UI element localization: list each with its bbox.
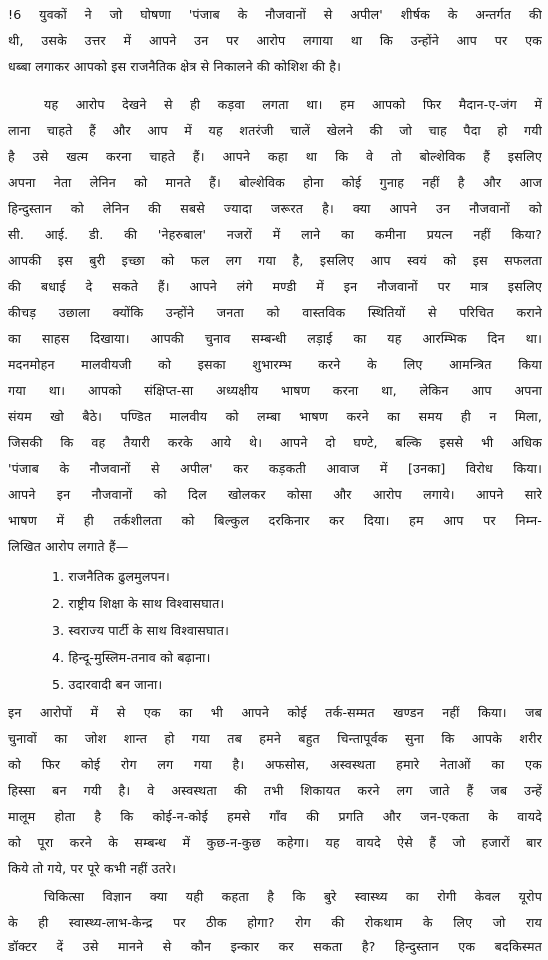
text-line: अपना नेता लेनिन को मानते हैं। बोल्शेविक होना कोई गुनाह नहीं है और आज	[8, 175, 542, 190]
text-line: डॉक्टर दें उसे मानने से कौन इन्कार कर सकता है? हिन्दुस्तान एक बदकिस्मत	[8, 939, 542, 954]
text-line: का साहस दिखाया। आपकी चुनाव सम्बन्धी लड़ाई का यह आरम्भिक दिन था।	[8, 331, 542, 346]
paragraph-start-line: चिकित्सा विज्ञान क्या यही कहता है कि बुरे स्वास्थ्य का रोगी केवल यूरोप	[44, 889, 542, 904]
text-line: मदनमोहन मालवीयजी को इसका शुभारम्भ करने के लिए आमन्त्रित किया	[8, 357, 542, 372]
text-line: को पूरा करने के सम्बन्ध में कुछ-न-कुछ कहेगा। यह वायदे ऐसे हैं जो हजारों बार	[8, 835, 542, 850]
text-line: थी, उसके उत्तर में आपने उन पर आरोप लगाया था कि उन्होंने आप पर एक	[8, 33, 542, 48]
text-line: कीचड़ उछाला क्योंकि उन्होंने जनता को वास्तविक स्थितियों से परिचित कराने	[8, 305, 542, 320]
text-line: मालूम होता है कि कोई-न-कोई हमसे गाँव की प्रगति और जन-एकता के वायदे	[8, 809, 542, 824]
text-line: लिखित आरोप लगाते हैं—	[8, 539, 129, 554]
text-line: भाषण में ही तर्कशीलता को बिल्कुल दरकिनार कर दिया। हम आप पर निम्न-	[8, 513, 542, 528]
text-line: चुनावों का जोश शान्त हो गया तब हमने बहुत चिन्तापूर्वक सुना कि आपके शरीर	[8, 731, 542, 746]
list-item: 3. स्वराज्य पार्टी के साथ विश्वासघात।	[52, 623, 230, 638]
text-line: है उसे खत्म करना चाहते हैं। आपने कहा था कि वे तो बोल्शेविक हैं इसलिए	[8, 149, 542, 164]
paragraph-start-line: यह आरोप देखने से ही कड़वा लगता था। हम आपको फिर मैदान-ए-जंग में	[44, 97, 542, 112]
text-line: के ही स्वास्थ्य-लाभ-केन्द्र पर ठीक होगा? रोग की रोकथाम के लिए जो राय	[8, 915, 542, 930]
text-line: हिस्सा बन गयी है। वे अस्वस्थता की तभी शिकायत करने लग जाते हैं जब उन्हें	[8, 783, 542, 798]
text-line: संयम खो बैठे। पण्डित मालवीय को लम्बा भाषण करने का समय ही न मिला,	[8, 409, 542, 424]
text-line: 'पंजाब के नौजवानों से अपील' कर कड़कती आवाज में [उनका] विरोध किया।	[8, 461, 542, 476]
text-line: जिसकी कि वह तैयारी करके आये थे। आपने दो घण्टे, बल्कि इससे भी अधिक	[8, 435, 542, 450]
text-line: धब्बा लगाकर आपको इस राजनैतिक क्षेत्र से निकालने की कोशिश की है।	[8, 59, 342, 74]
text-line: !6 युवकों ने जो घोषणा 'पंजाब के नौजवानों से अपील' शीर्षक के अन्तर्गत की	[8, 7, 542, 22]
text-line: किये तो गये, पर पूरे कभी नहीं उतरे।	[8, 861, 177, 876]
text-line: गया था। आपको संक्षिप्त-सा अध्यक्षीय भाषण करना था, लेकिन आप अपना	[8, 383, 542, 398]
text-line: को फिर कोई रोग लग गया है। अफसोस, अस्वस्थता हमारे नेताओं का एक	[8, 757, 542, 772]
text-line: हिन्दुस्तान को लेनिन की सबसे ज्यादा जरूरत है। क्या आपने उन नौजवानों को	[8, 201, 542, 216]
text-line: की बधाई दे सकते हैं। आपने लंगे मण्डी में इन नौजवानों पर मात्र इसलिए	[8, 279, 542, 294]
text-line: आपने इन नौजवानों को दिल खोलकर कोसा और आरोप लगाये। आपने सारे	[8, 487, 542, 502]
text-line: लाना चाहते हैं और आप में यह शतरंजी चालें खेलने की जो चाह पैदा हो गयी	[8, 123, 542, 138]
list-item: 2. राष्ट्रीय शिक्षा के साथ विश्वासघात।	[52, 596, 225, 611]
paragraph-start-line: इन आरोपों में से एक का भी आपने कोई तर्क-सम्मत खण्डन नहीं किया। जब	[8, 705, 542, 720]
text-line: सी. आई. डी. की 'नेहरुबाल' नजरों में लाने का कमीना प्रयत्न नहीं किया?	[8, 227, 542, 242]
text-line: आपकी इस बुरी इच्छा को फल लग गया है, इसलिए आप स्वयं को इस सफलता	[8, 253, 542, 268]
list-item: 1. राजनैतिक ढुलमुलपन।	[52, 569, 170, 584]
list-item: 4. हिन्दू-मुस्लिम-तनाव को बढ़ाना।	[52, 650, 211, 665]
list-item: 5. उदारवादी बन जाना।	[52, 677, 163, 692]
